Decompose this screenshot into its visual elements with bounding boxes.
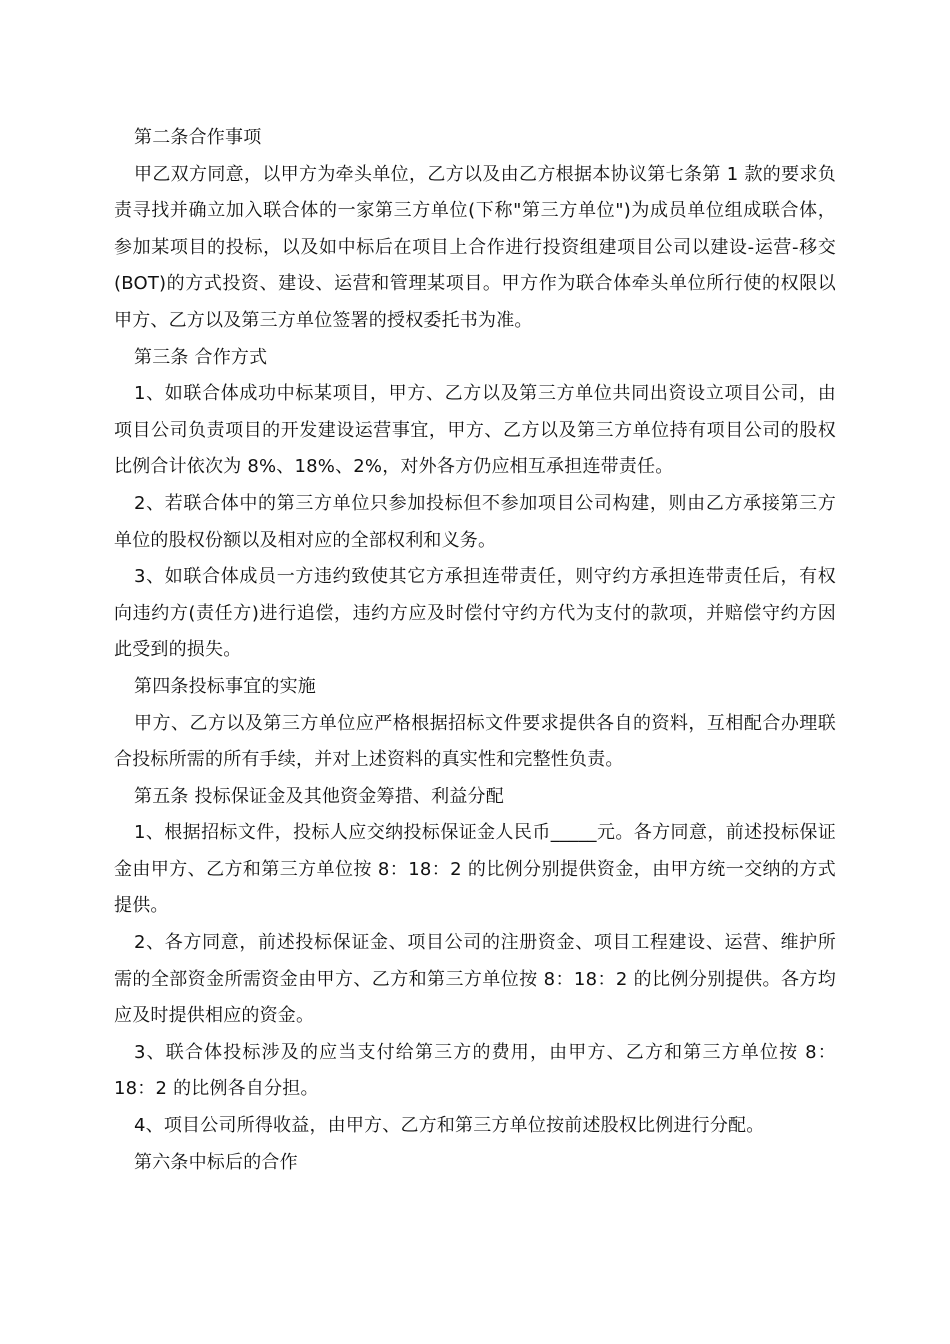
article-5-clause-1: 1、根据招标文件，投标人应交纳投标保证金人民币_____元。各方同意，前述投标保证金由甲方、乙方和第三方单位按 8：18：2 的比例分别提供资金，由甲方统一交纳的方式提供。	[114, 822, 836, 917]
article-3-clause-3: 3、如联合体成员一方违约致使其它方承担连带责任，则守约方承担连带责任后，有权向违约方(责任方)进行追偿，违约方应及时偿付守约方代为支付的款项，并赔偿守约方因此受到的损失。	[114, 566, 836, 661]
article-4-paragraph: 甲方、乙方以及第三方单位应严格根据招标文件要求提供各自的资料，互相配合办理联合投标所需的所有手续，并对上述资料的真实性和完整性负责。	[114, 712, 836, 771]
article-5-clause-2: 2、各方同意，前述投标保证金、项目公司的注册资金、项目工程建设、运营、维护所需的全部资金所需资金由甲方、乙方和第三方单位按 8：18：2 的比例分别提供。各方均应及时提供相应的资金。	[114, 932, 836, 1027]
article-5-heading: 第五条 投标保证金及其他资金筹措、利益分配	[134, 785, 504, 807]
article-6-heading: 第六条中标后的合作	[134, 1151, 298, 1173]
article-5-clause-4: 4、项目公司所得收益，由甲方、乙方和第三方单位按前述股权比例进行分配。	[134, 1115, 765, 1137]
article-5-clause-3: 3、联合体投标涉及的应当支付给第三方的费用，由甲方、乙方和第三方单位按 8：18：2 的比例各自分担。	[114, 1041, 836, 1100]
article-2-paragraph: 甲乙双方同意，以甲方为牵头单位，乙方以及由乙方根据本协议第七条第 1 款的要求负责寻找并确立加入联合体的一家第三方单位(下称"第三方单位")为成员单位组成联合体，参加某项目的投标，以及如中标后在项目上合作进行投资组建项目公司以建设-运营-移交(BOT)的方式投资、建设、运营和管理某项目。甲方作为联合体牵头单位所行使的权限以甲方、乙方以及第三方单位签署的授权委托书为准。	[114, 163, 836, 331]
article-3-clause-2: 2、若联合体中的第三方单位只参加投标但不参加项目公司构建，则由乙方承接第三方单位的股权份额以及相对应的全部权利和义务。	[114, 492, 836, 551]
article-4-heading: 第四条投标事宜的实施	[134, 675, 316, 697]
document-body	[114, 120, 836, 1181]
article-2-heading: 第二条合作事项	[134, 127, 262, 148]
article-3-clause-1: 1、如联合体成功中标某项目，甲方、乙方以及第三方单位共同出资设立项目公司，由项目公司负责项目的开发建设运营事宜，甲方、乙方以及第三方单位持有项目公司的股权比例合计依次为 8%、18%、2%，对外各方仍应相互承担连带责任。	[114, 383, 836, 478]
article-3-heading: 第三条 合作方式	[134, 346, 268, 368]
